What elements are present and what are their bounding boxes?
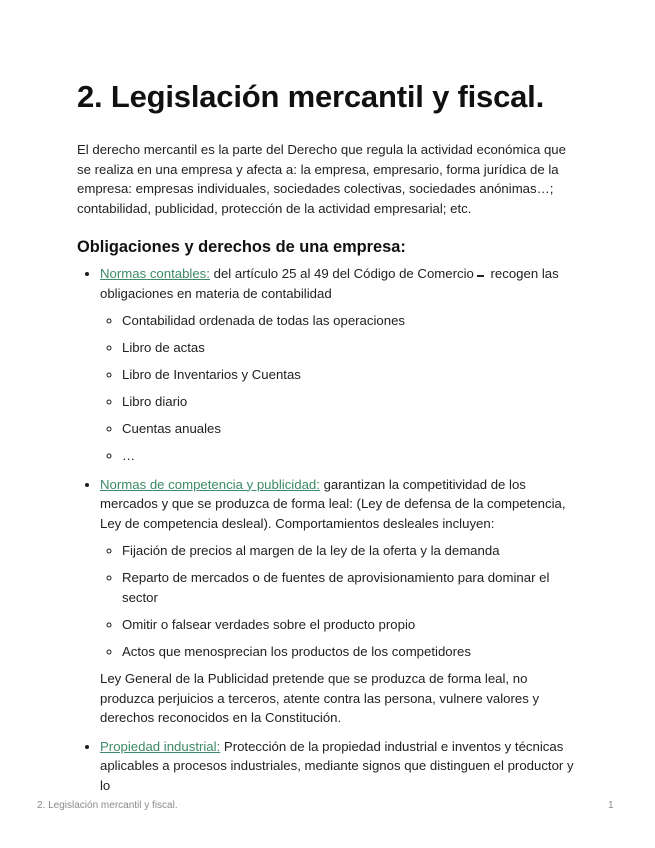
item-text: garantizan la competitividad de los mercados y que se produzca de forma leal: (Ley de defensa de la competencia, Ley de competencia desleal). Comportamientos desleales incluyen:: [100, 476, 566, 531]
footer-page-number: 1: [608, 800, 614, 811]
obligations-list: [77, 264, 577, 795]
publicidad-note: Ley General de la Publicidad pretende que se produzca de forma leal, no produzca perjuicios a terceros, atente contra las persona, vulnere valores y derechos reconocidos en la Constitución.: [100, 671, 540, 725]
link-normas-contables[interactable]: Normas contables:: [100, 266, 210, 281]
footer-title: 2. Legislación mercantil y fiscal.: [37, 800, 178, 811]
caret-mark-icon: [477, 275, 484, 277]
sublist-competencia: [100, 541, 577, 661]
intro-paragraph: El derecho mercantil es la parte del Derecho que regula la actividad económica que se realiza en una empresa y afecta a: la empresa, empresario, forma jurídica de la empresa: empresas individuales, sociedades colectivas, sociedades anónimas…; contabilidad, publicidad, protección de la actividad empresarial; etc.: [77, 142, 566, 216]
link-normas-competencia[interactable]: Normas de competencia y publicidad:: [100, 476, 320, 492]
list-item: ◦ …: [122, 446, 577, 466]
list-item: ◦ Cuentas anuales: [122, 419, 577, 439]
item-text-continued: recogen las obligaciones en materia de contabilidad: [100, 266, 559, 301]
list-item: ◦ Libro diario: [122, 392, 577, 412]
link-propiedad-industrial[interactable]: Propiedad industrial:: [100, 738, 221, 754]
list-item: ◦ Contabilidad ordenada de todas las operaciones: [122, 311, 577, 331]
sublist-contables: [100, 311, 577, 466]
list-item: ◦ Actos que menosprecian los productos de los competidores: [122, 642, 577, 662]
page-title: 2. Legislación mercantil y fiscal.: [77, 79, 545, 114]
item-text: del artículo 25 al 49 del Código de Comercio: [209, 266, 474, 281]
item-text: Protección de la propiedad industrial e inventos y técnicas aplicables a procesos industriales, mediante signos que distinguen el productor y lo: [100, 738, 574, 793]
list-item-normas-contables: [100, 264, 577, 466]
list-item-competencia: [100, 475, 577, 728]
list-item: ◦ Reparto de mercados o de fuentes de aprovisionamiento para dominar el sector: [122, 568, 577, 607]
page-content: [77, 78, 577, 804]
section-heading: Obligaciones y derechos de una empresa:: [77, 238, 406, 256]
list-item: ◦ Libro de Inventarios y Cuentas: [122, 365, 577, 385]
list-item: ◦ Omitir o falsear verdades sobre el producto propio: [122, 615, 577, 635]
list-item: ◦ Fijación de precios al margen de la ley de la oferta y la demanda: [122, 541, 577, 561]
list-item: ◦ Libro de actas: [122, 338, 577, 358]
list-item-propiedad-industrial: [100, 737, 577, 796]
